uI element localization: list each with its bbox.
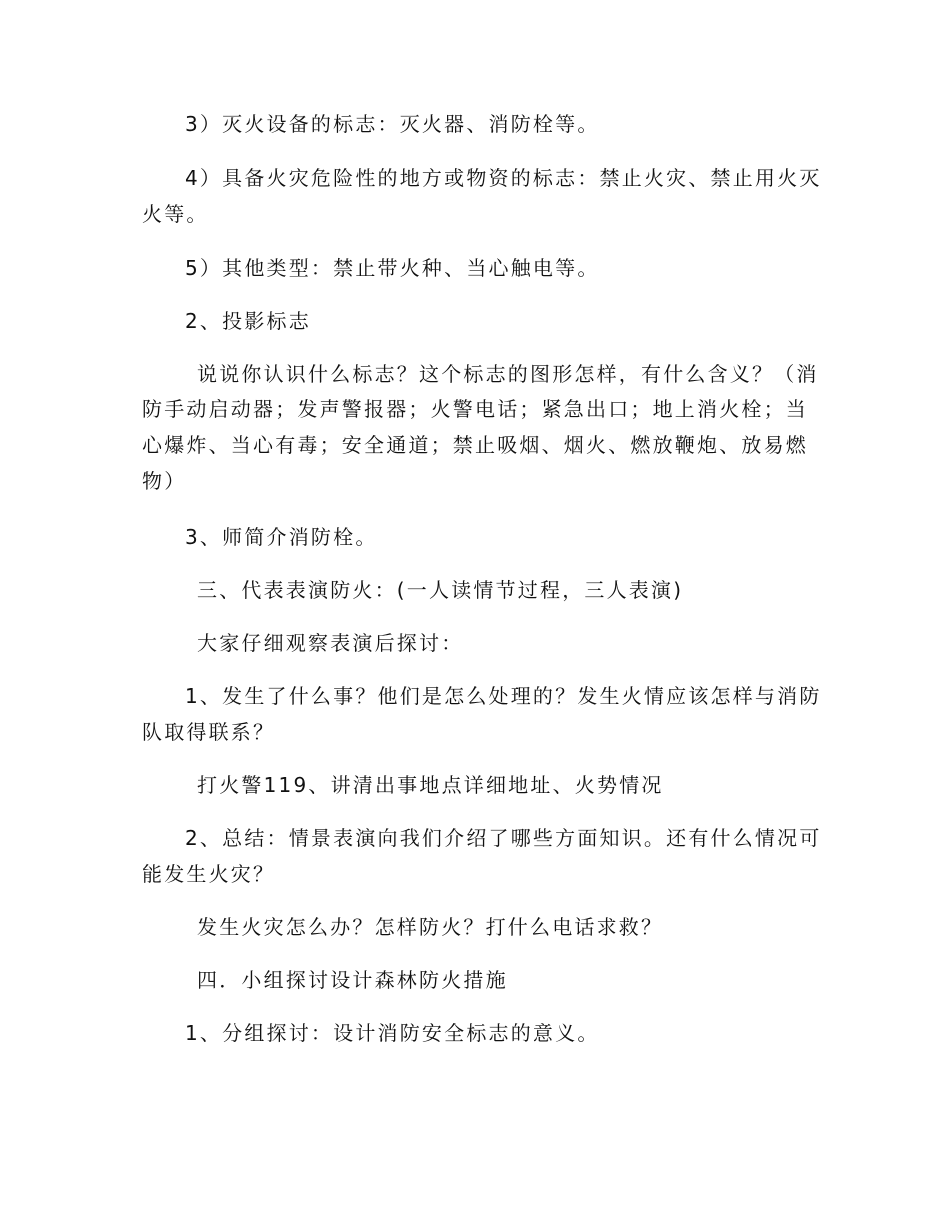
text-line: 队取得联系？ [142,720,276,744]
text-line: 三、代表表演防火：(一人读情节过程，三人表演) [197,578,684,602]
text-line: 4）具备火灾危险性的地方或物资的标志：禁止火灾、禁止用火灭 [185,166,822,190]
text-line: 1、分组探讨：设计消防安全标志的意义。 [185,1021,600,1045]
text-line: 3、师简介消防栓。 [185,525,378,549]
text-line: 四．小组探讨设计森林防火措施 [197,968,508,992]
text-line: 2、投影标志 [185,309,311,333]
text-line: 火等。 [142,202,209,226]
text-line: 物） [142,469,187,493]
text-line: 打火警119、讲清出事地点详细地址、火势情况 [197,773,664,797]
text-line: 心爆炸、当心有毒；安全通道；禁止吸烟、烟火、燃放鞭炮、放易燃 [142,433,808,457]
text-line: 能发生火灾？ [142,862,276,886]
text-line: 说说你认识什么标志？这个标志的图形怎样，有什么含义？（消 [197,362,819,386]
text-line: 2、总结：情景表演向我们介绍了哪些方面知识。还有什么情况可 [185,826,822,850]
text-line: 1、发生了什么事？他们是怎么处理的？发生火情应该怎样与消防 [185,684,822,708]
text-line: 大家仔细观察表演后探讨： [197,631,464,655]
text-line: 5）其他类型：禁止带火种、当心触电等。 [185,256,600,280]
text-line: 发生火灾怎么办？怎样防火？打什么电话求救？ [197,915,664,939]
text-line: 3）灭火设备的标志：灭火器、消防栓等。 [185,112,600,136]
text-line: 防手动启动器；发声警报器；火警电话；紧急出口；地上消火栓；当 [142,397,808,421]
